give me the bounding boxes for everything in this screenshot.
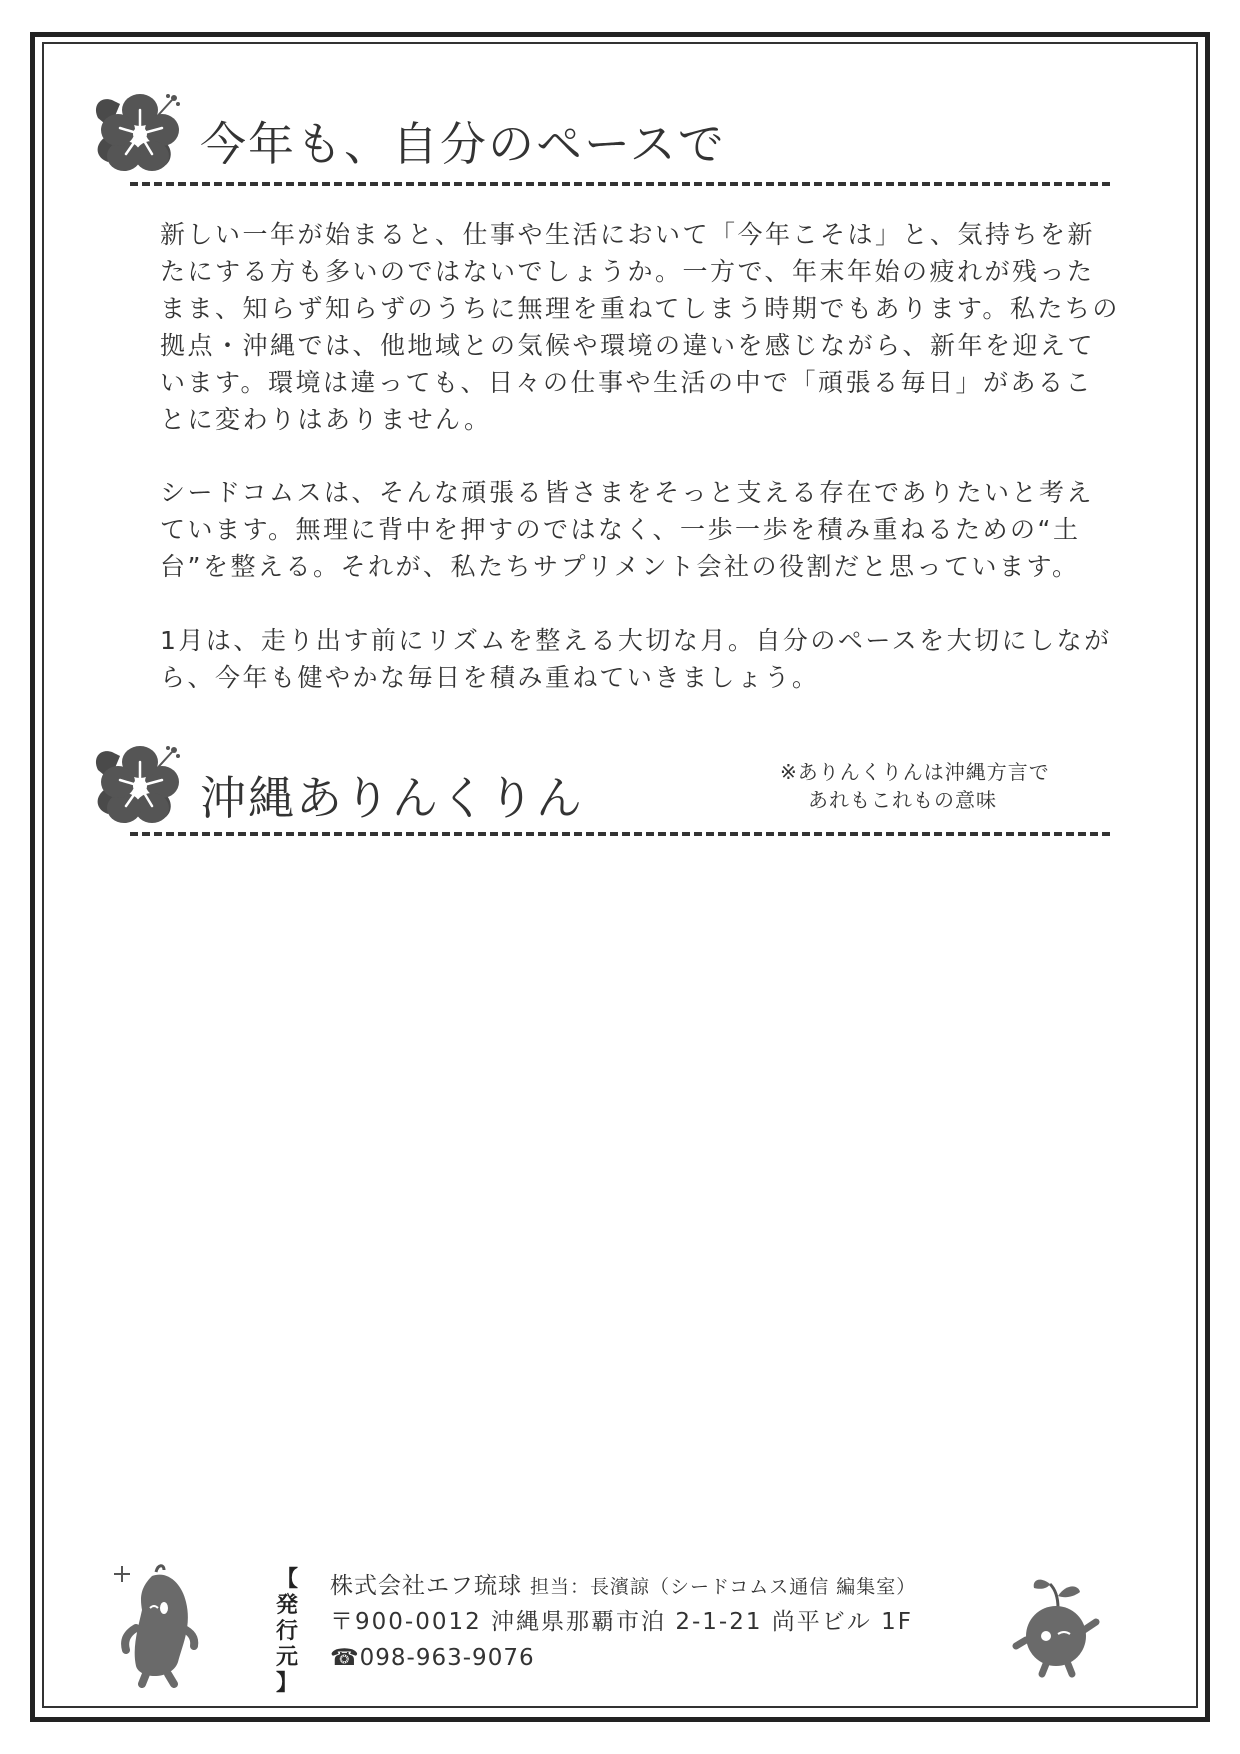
- address: 〒900-0012 沖縄県那覇市泊 2-1-21 尚平ビル 1F: [330, 1609, 913, 1635]
- paragraph: 1月は、走り出す前にリズムを整える大切な月。自分のペースを大切にしながら、今年も健やかな毎日を積み重ねていきましょう。: [160, 626, 1112, 692]
- note-line: あれもこれもの意味: [808, 788, 997, 812]
- dashed-divider: [130, 832, 1110, 836]
- publisher-label-char: 行: [275, 1619, 298, 1644]
- contact-person: 担当：長濱諒（シードコムス通信 編集室）: [530, 1576, 917, 1598]
- section-title: 沖縄ありんくりん: [200, 771, 584, 825]
- bracket-close: 】: [275, 1671, 298, 1696]
- publisher-label-char: 元: [275, 1645, 298, 1670]
- publisher-label-char: 発: [275, 1593, 298, 1618]
- company-name: 株式会社エフ琉球: [330, 1573, 522, 1599]
- seed-mascot-icon: [1010, 1570, 1110, 1680]
- dashed-divider: [130, 182, 1110, 186]
- section-title: 今年も、自分のペースで: [200, 117, 726, 171]
- hibiscus-icon: [90, 88, 190, 176]
- bean-mascot-icon: [112, 1558, 212, 1688]
- paragraph: 新しい一年が始まると、仕事や生活において「今年こそは」と、気持ちを新たにする方も多いのではないでしょうか。一方で、年末年始の疲れが残ったまま、知らず知らずのうちに無理を重ねてしまう時期でもあります。私たちの拠点・沖縄では、他地域との気候や環境の違いを感じながら、新年を迎えています。環境は違っても、日々の仕事や生活の中で「頑張る毎日」があることに変わりはありません。: [160, 220, 1120, 434]
- dialect-note: [780, 758, 1110, 814]
- phone-icon: ☎: [330, 1645, 360, 1671]
- bracket-open: 【: [275, 1567, 298, 1592]
- hibiscus-icon: [90, 740, 190, 828]
- publisher-info: [330, 1568, 1090, 1676]
- note-line: ※ありんくりんは沖縄方言で: [780, 760, 1050, 784]
- company-line: [330, 1568, 1090, 1604]
- phone-number: 098-963-9076: [359, 1645, 535, 1671]
- publisher-label: [272, 1567, 302, 1697]
- phone-line: [330, 1640, 1090, 1676]
- paragraph: シードコムスは、そんな頑張る皆さまをそっと支える存在でありたいと考えています。無理に背中を押すのではなく、一歩一歩を積み重ねるための“土台”を整える。それが、私たちサプリメント会社の役割だと思っています。: [160, 478, 1095, 581]
